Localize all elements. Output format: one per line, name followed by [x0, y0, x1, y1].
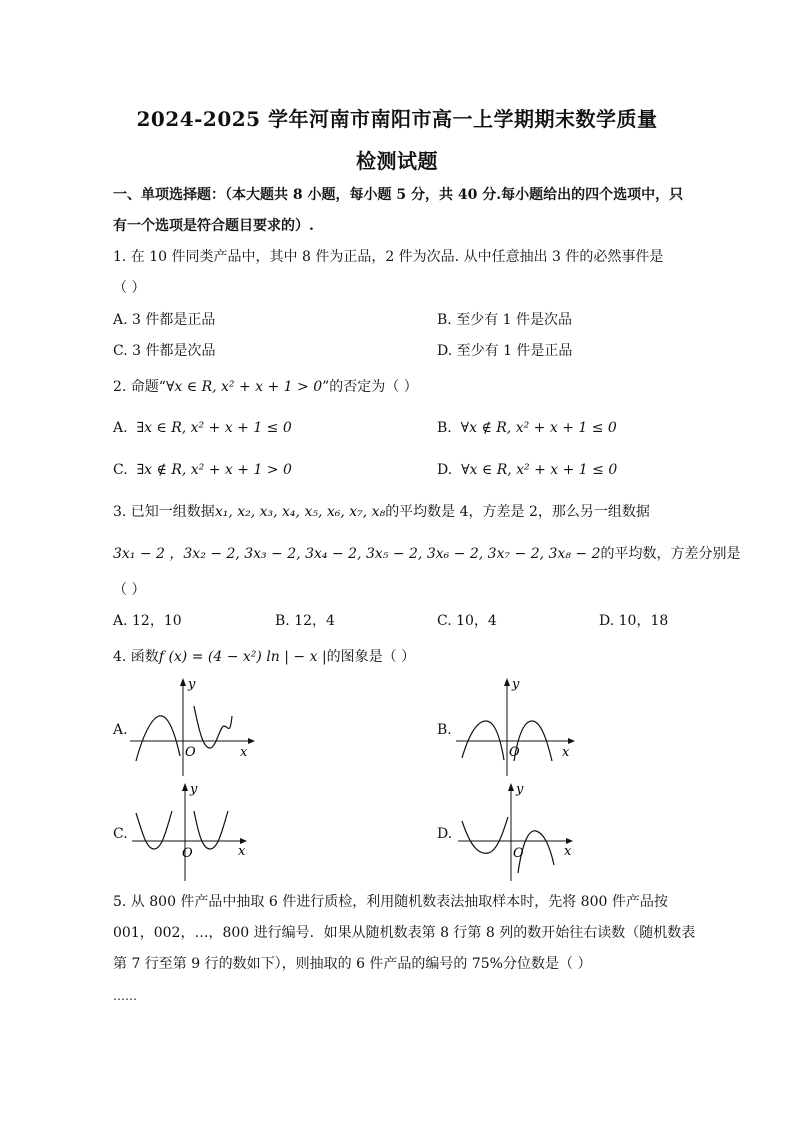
- q4-stem: [113, 648, 415, 666]
- q4-graph-c: [132, 781, 262, 881]
- q4-graph-b: [456, 676, 586, 776]
- section1-instructions-line1: 一、单项选择题：（本大题共 8 小题，每小题 5 分，共 40 分.每小题给出的四个选项中，只: [113, 187, 684, 203]
- q4-graph-d-x-label: x: [564, 844, 572, 859]
- q4-graph-a-origin-label: O: [185, 745, 196, 760]
- q2-option-b-label: B.: [437, 420, 452, 436]
- q2-option-c-label: C.: [113, 462, 128, 478]
- q3-option-b: B. 12，4: [275, 613, 335, 629]
- q4-graph-a-label: A.: [113, 722, 128, 738]
- section1-instructions-line2: 有一个选项是符合题目要求的）.: [113, 218, 314, 234]
- q2-option-a-text: ∃x ∈ R, x² + x + 1 ≤ 0: [136, 420, 292, 436]
- q2-prefix: 2. 命题“: [113, 379, 166, 395]
- q2-option-d-label: D.: [437, 462, 453, 478]
- q2-option-a-label: A.: [113, 420, 128, 436]
- q2-option-d-text: ∀x ∈ R, x² + x + 1 ≤ 0: [461, 462, 618, 478]
- q4-graph-c-origin-label: O: [182, 846, 193, 861]
- q3-stem-line3: （ ）: [113, 582, 146, 598]
- q5-stem-line3: 第 7 行至第 9 行的数如下），则抽取的 6 件产品的编号的 75%分位数是（ ）: [113, 956, 592, 972]
- q3-option-d: D. 10，18: [599, 613, 669, 629]
- q2-option-b: [437, 419, 617, 437]
- q3-option-c: C. 10，4: [437, 613, 497, 629]
- q2-option-c-text: ∃x ∉ R, x² + x + 1 > 0: [136, 462, 292, 478]
- q4-graph-a: [130, 676, 260, 776]
- q2-expression: ∀x ∈ R, x² + x + 1 > 0: [165, 379, 323, 395]
- q4-graph-d-label: D.: [437, 826, 453, 842]
- q4-suffix: 的图象是（ ）: [326, 649, 416, 665]
- q2-stem: [113, 378, 418, 396]
- q3-stem-line1: [113, 503, 650, 521]
- q3-transformed-data: 3x₁ − 2 ，3x₂ − 2, 3x₃ − 2, 3x₄ − 2, 3x₅ − 2, 3x₆ − 2, 3x₇ − 2, 3x₈ − 2: [113, 546, 601, 562]
- q4-graph-d-origin-label: O: [513, 846, 524, 861]
- q3-stem2-suffix: 的平均数，方差分别是: [600, 546, 741, 562]
- q4-graph-a-x-label: x: [240, 745, 248, 760]
- q4-graph-c-y-label: y: [190, 782, 198, 797]
- q3-stem-line2: [113, 545, 740, 563]
- q3-option-a: A. 12，10: [113, 613, 182, 629]
- q4-graph-c-label: C.: [113, 826, 128, 842]
- q1-option-d: D. 至少有 1 件是正品: [437, 343, 573, 359]
- q2-option-c: [113, 461, 292, 479]
- q4-graph-b-origin-label: O: [509, 745, 520, 760]
- q5-stem-line2: 001，002，…，800 进行编号．如果从随机数表第 8 行第 8 列的数开始往右读数（随机数表: [113, 925, 696, 941]
- q3-prefix: 3. 已知一组数据: [113, 504, 215, 520]
- q2-suffix: ”的否定为（ ）: [322, 379, 418, 395]
- exam-title-line1: 2024-2025 学年河南市南阳市高一上学期期末数学质量: [136, 107, 658, 131]
- q2-option-d: [437, 461, 617, 479]
- q4-graph-d-y-label: y: [516, 782, 524, 797]
- q1-stem-line1: 1. 在 10 件同类产品中，其中 8 件为正品，2 件为次品. 从中任意抽出 3 件的必然事件是: [113, 249, 664, 265]
- q4-graph-b-label: B.: [437, 722, 452, 738]
- q3-suffix: 的平均数是 4，方差是 2，那么另一组数据: [385, 504, 650, 520]
- q2-option-b-text: ∀x ∉ R, x² + x + 1 ≤ 0: [460, 420, 617, 436]
- q4-expression: f (x) = (4 − x²) ln | − x |: [158, 649, 327, 665]
- q1-option-a: A. 3 件都是正品: [113, 312, 216, 328]
- exam-title-line2: 检测试题: [356, 149, 438, 173]
- q2-option-a: [113, 419, 292, 437]
- q4-graph-a-y-label: y: [188, 677, 196, 692]
- q1-option-c: C. 3 件都是次品: [113, 343, 216, 359]
- q4-graph-b-y-label: y: [512, 677, 520, 692]
- q5-stem-line1: 5. 从 800 件产品中抽取 6 件进行质检，利用随机数表法抽取样本时，先将 800 件产品按: [113, 894, 668, 910]
- q4-graph-b-x-label: x: [562, 745, 570, 760]
- q1-option-b: B. 至少有 1 件是次品: [437, 312, 572, 328]
- q4-graph-c-x-label: x: [238, 844, 246, 859]
- q5-ellipsis: ……: [113, 989, 137, 1003]
- q1-stem-line2: （ ）: [113, 280, 146, 296]
- q4-graph-d: [458, 781, 588, 881]
- q4-prefix: 4. 函数: [113, 649, 159, 665]
- q3-variables: x₁, x₂, x₃, x₄, x₅, x₆, x₇, x₈: [214, 504, 386, 520]
